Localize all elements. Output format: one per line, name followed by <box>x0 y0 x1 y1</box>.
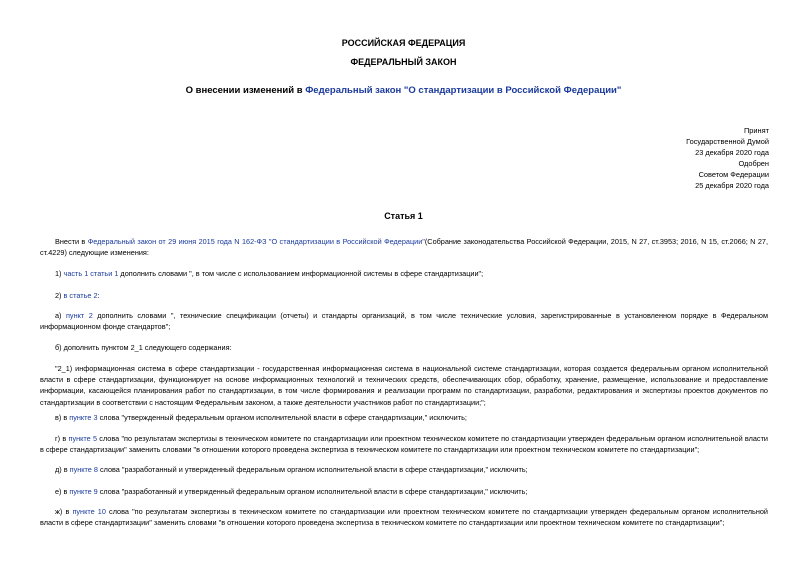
intro-suffix: (Собрание законодательства Российской Федерации, 2015, N 27, ст.3953; 2016, N 15, ст.2066; N 27, ст.4229) следующие изменения: <box>40 237 768 258</box>
item-prefix: в) в <box>55 413 70 422</box>
item-2g-link[interactable]: пункте 5 <box>68 434 98 443</box>
item-suffix: слова "утвержденный федеральным органом исполнительной власти в сфере стандартизации," исключить; <box>97 413 467 422</box>
law-title-link[interactable]: Федеральный закон "О стандартизации в Российской Федерации" <box>305 85 622 96</box>
item-prefix: 1) <box>55 269 64 278</box>
item-suffix: слова "по результатам экспертизы в техническом комитете по стандартизации или проектном техническом комитете по стандартизации утвержден федеральным органом исполнительной власти в сфере стандартизации" заменить словами "в отношении которого проведена экспертиза в техническом комитете по стандартизации или проектном техническом комитете по стандартизации"; <box>40 434 768 455</box>
item-2b-quote: "2_1) информационная система в сфере стандартизации - государственная информационная система в национальной системе стандартизации, которая создается федеральным органом исполнительной власти в сфере стандартизации, функционирует на основе информационных технологий и технических средств, обеспечивающих сбор, обработку, хранение, размещение, использование и предоставление информации, касающейся планирования работ по стандартизации, в том числе формирования и реализации программ по стандартизации, разработки, редактирования и экспертизы проектов документов по стандартизации в соответствии с настоящим Федеральным законом, а также деятельности участников работ по стандартизации;"; <box>40 364 768 407</box>
item-2 <box>40 290 768 301</box>
item-prefix: е) в <box>55 487 70 496</box>
item-prefix: а) <box>55 311 66 320</box>
item-2g <box>40 433 768 455</box>
article-intro <box>40 236 768 258</box>
item-2e <box>40 486 768 497</box>
item-2d <box>40 464 768 475</box>
item-prefix: г) в <box>55 434 69 443</box>
approval-date: 25 декабря 2020 года <box>695 181 769 191</box>
law-title-prefix: О внесении изменений в <box>185 85 306 96</box>
approval-line: Одобрен <box>738 159 769 169</box>
item-prefix: ж) в <box>55 507 73 516</box>
item-suffix: слова "разработанный и утвержденный федеральным органом исполнительной власти в сфере стандартизации," исключить; <box>97 487 528 496</box>
law-type-heading: ФЕДЕРАЛЬНЫЙ ЗАКОН <box>350 57 457 67</box>
item-2v <box>40 412 768 423</box>
item-2d-link[interactable]: пункте 8 <box>69 465 98 474</box>
article-heading: Статья 1 <box>384 211 423 221</box>
item-suffix: слова "по результатам экспертизы в техническом комитете по стандартизации или проектном техническом комитете по стандартизации утвержден федеральным органом исполнительной власти в сфере стандартизации" заменить словами "в отношении которого проведена экспертиза в техническом комитете по стандартизации или проектном техническом комитете по стандартизации"; <box>40 507 768 528</box>
adoption-line: Принят <box>743 126 769 135</box>
item-2e-link[interactable]: пункте 9 <box>69 487 98 496</box>
item-2a-link[interactable]: пункт 2 <box>65 311 93 320</box>
item-2zh-link[interactable]: пункте 10 <box>72 507 106 516</box>
item-suffix: слова "разработанный и утвержденный федеральным органом исполнительной власти в сфере стандартизации," исключить; <box>97 465 528 474</box>
intro-prefix: Внести в <box>55 237 88 246</box>
item-suffix: : <box>97 291 100 300</box>
item-2b: б) дополнить пунктом 2_1 следующего содержания: <box>55 343 232 352</box>
item-prefix: д) в <box>55 465 70 474</box>
item-2zh <box>40 506 768 528</box>
item-2v-link[interactable]: пункте 3 <box>69 413 98 422</box>
adoption-line: Государственной Думой <box>686 137 769 147</box>
item-2a <box>40 310 768 332</box>
item-1-link[interactable]: часть 1 статьи 1 <box>63 269 119 278</box>
law-title <box>0 85 807 96</box>
approval-line: Советом Федерации <box>698 170 769 180</box>
federation-heading: РОССИЙСКАЯ ФЕДЕРАЦИЯ <box>341 38 466 48</box>
item-prefix: 2) <box>55 291 64 300</box>
item-suffix: дополнить словами ", технические спецификации (отчеты) и стандарты организаций, в том числе технические условия, зарегистрированные в установленном порядке в Федеральном информационном фонде стандартов"; <box>40 311 768 332</box>
item-suffix: дополнить словами ", в том числе с использованием информационной системы в сфере стандартизации"; <box>118 269 484 278</box>
adoption-date: 23 декабря 2020 года <box>695 148 769 158</box>
intro-law-link[interactable]: Федеральный закон от 29 июня 2015 года N 162-ФЗ "О стандартизации в Российской Федерации" <box>87 237 425 246</box>
adoption-block <box>686 125 769 192</box>
item-2-link[interactable]: в статье 2 <box>63 291 98 300</box>
item-1 <box>40 268 768 279</box>
